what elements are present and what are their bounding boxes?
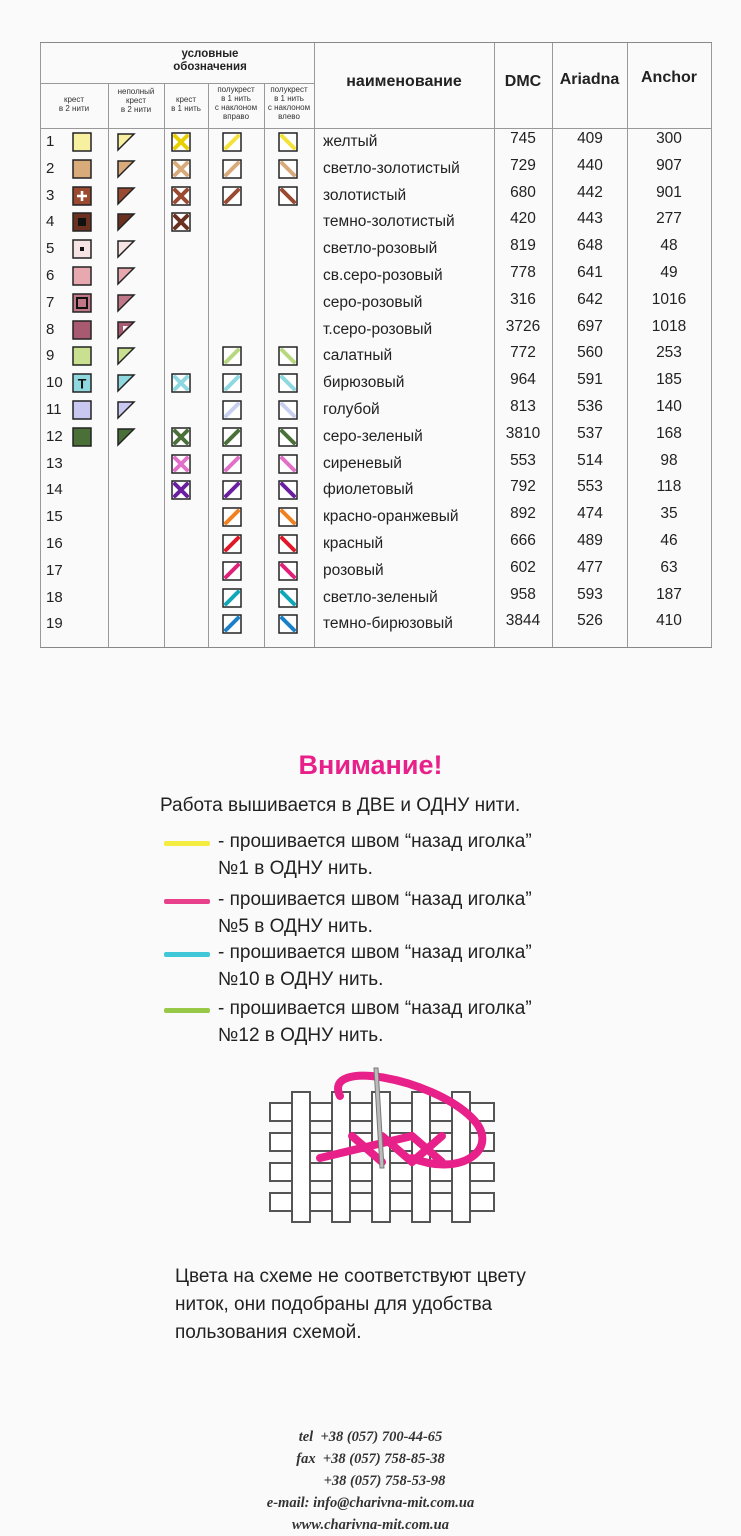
table-row: [40, 477, 712, 504]
anchor-header: Anchor: [641, 69, 697, 86]
table-row: [40, 156, 712, 183]
thread-line-icon: [164, 1008, 210, 1013]
full-cross-symbol-icon: [72, 346, 92, 366]
legend-text: - прошивается швом “назад иголка”: [218, 831, 532, 852]
table-row: [40, 183, 712, 210]
ariadna-code: 641: [577, 264, 603, 281]
full-cross-symbol-icon: [72, 320, 92, 340]
anchor-code: 901: [656, 183, 682, 201]
ariadna-code: 514: [577, 451, 603, 469]
anchor-code: 1018: [651, 317, 687, 335]
dmc-header: DMC: [504, 73, 542, 90]
anchor-code: 300: [656, 130, 682, 147]
anchor-code: 410: [656, 612, 682, 630]
single-cross-symbol-icon: [171, 212, 191, 232]
table-row: [40, 397, 712, 424]
half-cross-right-icon: [222, 561, 242, 581]
full-cross-symbol-icon: [72, 266, 92, 286]
table-row: [40, 129, 712, 156]
table-row: [40, 424, 712, 451]
half-cross-left-icon: [278, 159, 298, 179]
table-row: [40, 451, 712, 478]
notice-title: Внимание!: [298, 750, 443, 780]
website-link[interactable]: www.charivna-mit.com.ua: [292, 1517, 449, 1533]
full-cross-symbol-icon: [72, 132, 92, 152]
ariadna-code: 442: [577, 183, 603, 201]
legend-text: №10 в ОДНУ нить.: [218, 969, 384, 990]
ariadna-code: 560: [577, 344, 603, 362]
single-cross-symbol-icon: [171, 159, 191, 179]
color-name: светло-зеленый: [323, 588, 438, 606]
color-name: бирюзовый: [323, 374, 405, 392]
dmc-code: 792: [510, 478, 536, 496]
color-name: светло-розовый: [323, 240, 438, 258]
color-name: красно-оранжевый: [323, 508, 459, 526]
dmc-code: 958: [510, 585, 536, 603]
header-half-left: полукрест в 1 нить с наклоном влево: [267, 85, 311, 121]
single-cross-symbol-icon: [171, 427, 191, 447]
color-name: темно-бирюзовый: [323, 615, 453, 633]
legend-text: №1 в ОДНУ нить.: [218, 858, 373, 879]
row-number: 15: [46, 508, 63, 526]
color-name: желтый: [323, 133, 378, 150]
anchor-code: 253: [656, 344, 682, 362]
thread-line-icon: [164, 952, 210, 957]
legend-text: №5 в ОДНУ нить.: [218, 916, 373, 937]
ariadna-code: 591: [577, 371, 603, 389]
legend-text: - прошивается швом “назад иголка”: [218, 942, 532, 963]
color-key-table: [40, 42, 712, 648]
half-cross-left-icon: [278, 132, 298, 152]
dmc-code: 819: [510, 237, 536, 255]
half-cross-right-icon: [222, 400, 242, 420]
header-cross-1: крест в 1 нить: [171, 95, 201, 113]
row-number: 7: [46, 293, 55, 311]
dmc-code: 420: [510, 210, 536, 228]
full-cross-symbol-icon: [72, 186, 92, 206]
row-number: 12: [46, 427, 63, 445]
row-number: 14: [46, 481, 63, 499]
color-name: голубой: [323, 401, 380, 418]
dmc-code: 3844: [505, 612, 541, 630]
color-name: розовый: [323, 561, 384, 579]
header-partial-cross: неполный крест в 2 нити: [117, 87, 155, 114]
partial-cross-symbol-icon: [116, 266, 136, 286]
thread-line-icon: [164, 899, 210, 904]
ariadna-code: 593: [577, 585, 603, 603]
dmc-code: 778: [510, 264, 536, 281]
symbols-group-header: условные обозначения: [173, 48, 247, 73]
full-cross-symbol-icon: [72, 212, 92, 232]
ariadna-code: 409: [577, 130, 603, 147]
half-cross-right-icon: [222, 159, 242, 179]
full-cross-symbol-icon: [72, 400, 92, 420]
anchor-code: 49: [660, 264, 678, 281]
color-name: серо-розовый: [323, 293, 423, 311]
color-name: сиреневый: [323, 454, 402, 472]
half-cross-right-icon: [222, 186, 242, 206]
row-number: 13: [46, 454, 63, 472]
partial-cross-symbol-icon: [116, 427, 136, 447]
color-name: салатный: [323, 347, 393, 365]
legend-text: №12 в ОДНУ нить.: [218, 1025, 384, 1046]
half-cross-left-icon: [278, 507, 298, 527]
anchor-code: 48: [660, 237, 678, 255]
notice-subtitle: Работа вышивается в ДВЕ и ОДНУ нити.: [160, 795, 521, 816]
tel-line: tel +38 (057) 700-44-65: [298, 1429, 443, 1445]
dmc-code: 666: [510, 532, 536, 549]
table-row: [40, 585, 712, 612]
dmc-code: 745: [510, 130, 536, 147]
single-cross-symbol-icon: [171, 373, 191, 393]
row-number: 1: [46, 133, 55, 150]
table-row: [40, 531, 712, 558]
half-cross-left-icon: [278, 588, 298, 608]
header-half-right: полукрест в 1 нить с наклоном вправо: [214, 85, 258, 121]
half-cross-left-icon: [278, 427, 298, 447]
half-cross-right-icon: [222, 588, 242, 608]
anchor-code: 118: [656, 478, 682, 496]
table-row: [40, 263, 712, 290]
dmc-code: 3726: [505, 317, 541, 335]
half-cross-left-icon: [278, 186, 298, 206]
anchor-code: 187: [656, 585, 682, 603]
anchor-code: 185: [656, 371, 682, 389]
row-number: 16: [46, 535, 63, 552]
ariadna-code: 642: [577, 290, 603, 308]
dmc-code: 729: [510, 156, 536, 174]
anchor-code: 98: [660, 451, 678, 469]
color-name: серо-зеленый: [323, 427, 423, 445]
single-cross-symbol-icon: [171, 132, 191, 152]
ariadna-code: 537: [577, 424, 603, 442]
half-cross-left-icon: [278, 400, 298, 420]
half-cross-left-icon: [278, 346, 298, 366]
ariadna-code: 536: [577, 398, 603, 415]
half-cross-left-icon: [278, 534, 298, 554]
anchor-code: 907: [656, 156, 682, 174]
dmc-code: 602: [510, 558, 536, 576]
ariadna-header: Ariadna: [559, 71, 620, 88]
table-divider: [40, 83, 314, 84]
partial-cross-symbol-icon: [116, 293, 136, 313]
table-row: [40, 558, 712, 585]
ariadna-code: 553: [577, 478, 603, 496]
ariadna-code: 648: [577, 237, 603, 255]
row-number: 17: [46, 561, 63, 579]
dmc-code: 553: [510, 451, 536, 469]
row-number: 9: [46, 347, 55, 365]
dmc-code: 316: [510, 290, 536, 308]
ariadna-code: 440: [577, 156, 603, 174]
table-row: [40, 236, 712, 263]
legend-text: - прошивается швом “назад иголка”: [218, 889, 532, 910]
single-cross-symbol-icon: [171, 480, 191, 500]
ariadna-code: 526: [577, 612, 603, 630]
table-row: [40, 504, 712, 531]
anchor-code: 168: [656, 424, 682, 442]
half-cross-right-icon: [222, 132, 242, 152]
email-line[interactable]: e-mail: info@charivna-mit.com.ua: [266, 1495, 475, 1511]
ariadna-code: 697: [577, 317, 603, 335]
single-cross-symbol-icon: [171, 454, 191, 474]
full-cross-symbol-icon: [72, 159, 92, 179]
partial-cross-symbol-icon: [116, 373, 136, 393]
row-number: 19: [46, 615, 63, 633]
partial-cross-symbol-icon: [116, 346, 136, 366]
partial-cross-symbol-icon: [116, 320, 136, 340]
half-cross-left-icon: [278, 561, 298, 581]
partial-cross-symbol-icon: [116, 132, 136, 152]
svg-text:T: T: [77, 375, 87, 392]
ariadna-code: 474: [577, 505, 603, 523]
table-row: [40, 209, 712, 236]
partial-cross-symbol-icon: [116, 212, 136, 232]
full-cross-symbol-icon: [72, 373, 92, 393]
ariadna-code: 477: [577, 558, 603, 576]
table-row: [40, 317, 712, 344]
half-cross-left-icon: [278, 614, 298, 634]
half-cross-left-icon: [278, 480, 298, 500]
colors-disclaimer: Цвета на схеме не соответствуют цвету ниток, они подобраны для удобства пользования схемой.: [175, 1266, 526, 1343]
anchor-code: 46: [660, 532, 678, 549]
full-cross-symbol-icon: [72, 293, 92, 313]
half-cross-right-icon: [222, 427, 242, 447]
anchor-code: 35: [660, 505, 678, 523]
dmc-code: 813: [510, 398, 536, 415]
color-name: фиолетовый: [323, 481, 414, 499]
contacts-block: [0, 1426, 741, 1536]
partial-cross-symbol-icon: [116, 186, 136, 206]
partial-cross-symbol-icon: [116, 159, 136, 179]
dmc-code: 3810: [505, 424, 541, 442]
backstitch-illustration: [262, 1058, 532, 1233]
color-name: т.серо-розовый: [323, 320, 433, 338]
table-row: [40, 290, 712, 317]
full-cross-symbol-icon: [72, 239, 92, 259]
single-cross-symbol-icon: [171, 186, 191, 206]
color-name: золотистый: [323, 186, 407, 204]
phone3-line: +38 (057) 758-53-98: [323, 1473, 446, 1489]
partial-cross-symbol-icon: [116, 239, 136, 259]
header-cross-2: крест в 2 нити: [58, 95, 90, 113]
anchor-code: 63: [660, 558, 678, 576]
table-row: [40, 343, 712, 370]
half-cross-left-icon: [278, 373, 298, 393]
dmc-code: 680: [510, 183, 536, 201]
row-number: 10: [46, 374, 63, 392]
table-row: [40, 611, 712, 638]
table-row: [40, 370, 712, 397]
half-cross-left-icon: [278, 454, 298, 474]
half-cross-right-icon: [222, 454, 242, 474]
anchor-code: 277: [656, 210, 682, 228]
row-number: 5: [46, 240, 55, 258]
thread-line-icon: [164, 841, 210, 846]
half-cross-right-icon: [222, 373, 242, 393]
half-cross-right-icon: [222, 534, 242, 554]
anchor-code: 140: [656, 398, 682, 415]
row-number: 2: [46, 159, 55, 177]
color-name: светло-золотистый: [323, 159, 460, 177]
row-number: 8: [46, 320, 55, 338]
dmc-code: 772: [510, 344, 536, 362]
row-number: 3: [46, 186, 55, 204]
half-cross-right-icon: [222, 614, 242, 634]
row-number: 18: [46, 588, 63, 606]
partial-cross-symbol-icon: [116, 400, 136, 420]
ariadna-code: 443: [577, 210, 603, 228]
row-number: 6: [46, 267, 55, 284]
dmc-code: 964: [510, 371, 536, 389]
color-name: темно-золотистый: [323, 213, 455, 231]
color-name: св.серо-розовый: [323, 267, 443, 284]
ariadna-code: 489: [577, 532, 603, 549]
full-cross-symbol-icon: [72, 427, 92, 447]
name-header: наименование: [346, 73, 462, 90]
dmc-code: 892: [510, 505, 536, 523]
fax-line: fax +38 (057) 758-85-38: [296, 1451, 445, 1467]
legend-text: - прошивается швом “назад иголка”: [218, 998, 532, 1019]
color-name: красный: [323, 535, 384, 552]
half-cross-right-icon: [222, 346, 242, 366]
half-cross-right-icon: [222, 480, 242, 500]
row-number: 4: [46, 213, 55, 231]
anchor-code: 1016: [651, 290, 687, 308]
row-number: 11: [46, 401, 62, 418]
half-cross-right-icon: [222, 507, 242, 527]
